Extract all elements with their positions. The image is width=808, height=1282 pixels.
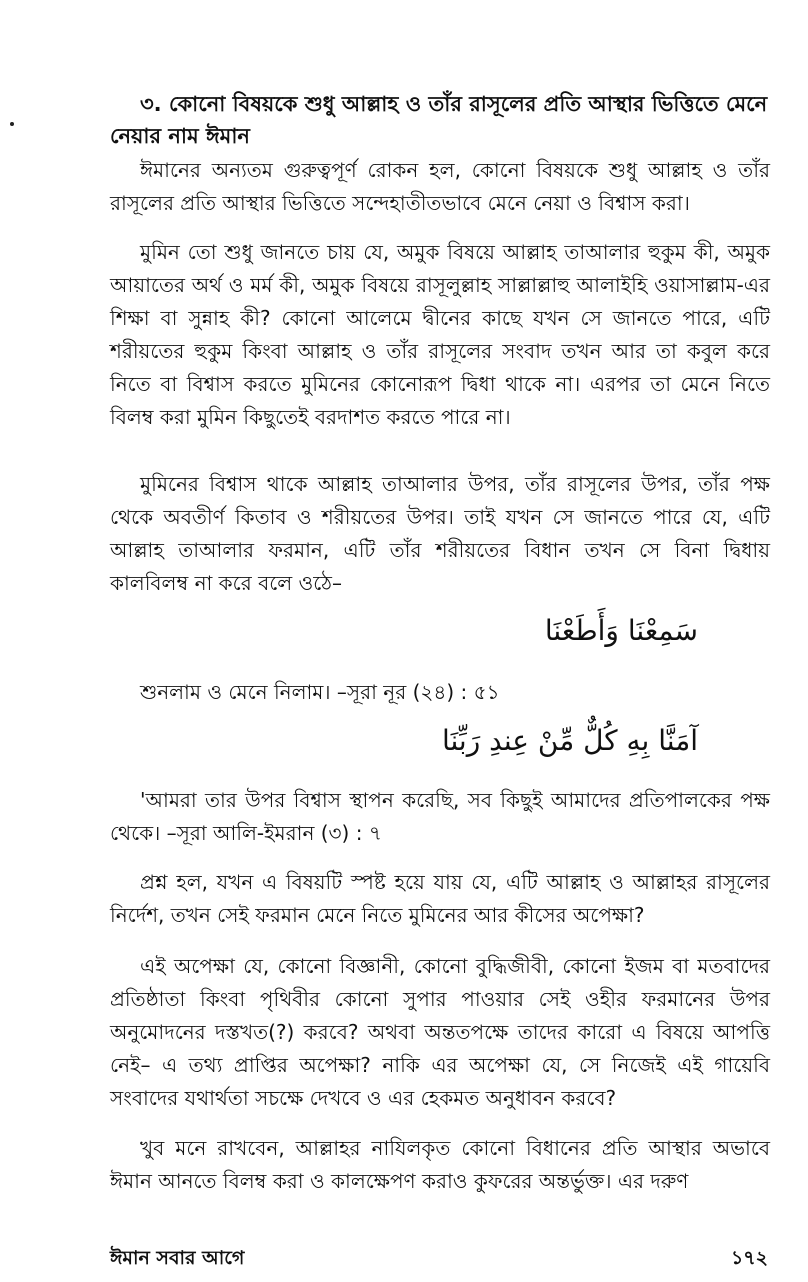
arabic-verse-2: آمَنَّا بِهِ كُلٌّ مِّنْ عِندِ رَبِّنَا <box>441 724 698 757</box>
margin-mark <box>10 122 14 126</box>
section-heading-text: কোনো বিষয়কে শুধু আল্লাহ ও তাঁর রাসূলের প্রতি আস্থার ভিত্তিতে মেনে নেয়ার নাম ঈমান <box>110 92 768 148</box>
paragraph-4: 'আমরা তার উপর বিশ্বাস স্থাপন করেছি, সব কিছুই আমাদের প্রতিপালকের পক্ষ থেকে। –সূরা আলি-ইমরান (৩) : ৭ <box>110 788 770 845</box>
footer-book-title: ঈমান সবার আগে <box>110 1247 245 1269</box>
section-number: ৩. <box>140 92 162 116</box>
paragraph-5: প্রশ্ন হল, যখন এ বিষয়টি স্পষ্ট হয়ে যায় যে, এটি আল্লাহ ও আল্লাহর রাসূলের নির্দেশ, তখন সেই ফরমান মেনে নিতে মুমিনের আর কীসের অপেক্ষা? <box>110 870 770 927</box>
section-heading <box>110 88 770 152</box>
paragraph-7: খুব মনে রাখবেন, আল্লাহর নাযিলকৃত কোনো বিধানের প্রতি আস্থার অভাবে ঈমান আনতে বিলম্ব করা ও কালক্ষেপণ করাও কুফরের অন্তর্ভুক্ত। এর দরুণ <box>110 1136 770 1193</box>
paragraph-3: মুমিনের বিশ্বাস থাকে আল্লাহ তাআলার উপর, তাঁর রাসূলের উপর, তাঁর পক্ষ থেকে অবতীর্ণ কিতাব ও শরীয়তের উপর। তাই যখন সে জানতে পারে যে, এটি আল্লাহ তাআলার ফরমান, এটি তাঁর শরীয়তের বিধান তখন সে বিনা দ্বিধায় কালবিলম্ব না করে বলে ওঠে– <box>110 472 770 595</box>
paragraph-6: এই অপেক্ষা যে, কোনো বিজ্ঞানী, কোনো বুদ্ধিজীবী, কোনো ইজম বা মতবাদের প্রতিষ্ঠাতা কিংবা পৃথিবীর কোনো সুপার পাওয়ার সেই ওহীর ফরমানের উপর অনুমোদনের দস্তখত(?) করবে? অথবা অন্ততপক্ষে তাদের কারো এ বিষয়ে আপত্তি নেই– এ তথ্য প্রাপ্তির অপেক্ষা? নাকি এর অপেক্ষা যে, সে নিজেই এই গায়েবি সংবাদের যথার্থতা সচক্ষে দেখবে ও এর হেকমত অনুধাবন করবে? <box>110 954 770 1110</box>
paragraph-1: ঈমানের অন্যতম গুরুত্বপূর্ণ রোকন হল, কোনো বিষয়কে শুধু আল্লাহ ও তাঁর রাসূলের প্রতি আস্থার ভিত্তিতে সন্দেহাতীতভাবে মেনে নেয়া ও বিশ্বাস করা। <box>110 158 770 215</box>
footer-page-number: ১৭২ <box>730 1247 768 1269</box>
arabic-verse-1: سَمِعْنَا وَأَطَعْنَا <box>544 614 698 647</box>
paragraph-2: মুমিন তো শুধু জানতে চায় যে, অমুক বিষয়ে আল্লাহ তাআলার হুকুম কী, অমুক আয়াতের অর্থ ও মর্ম কী, অমুক বিষয়ে রাসূলুল্লাহ সাল্লাল্লাহু আলাইহি ওয়াসাল্লাম-এর শিক্ষা বা সুন্নাহ কী? কোনো আলেমে দ্বীনের কাছে যখন সে জানতে পারে, এটি শরীয়তের হুকুম কিংবা আল্লাহ ও তাঁর রাসূলের সংবাদ তখন আর তা কবুল করে নিতে বা বিশ্বাস করতে মুমিনের কোনোরূপ দ্বিধা থাকে না। এরপর তা মেনে নিতে বিলম্ব করা মুমিন কিছুতেই বরদাশত করতে পারে না। <box>110 240 770 429</box>
verse-1-translation: শুনলাম ও মেনে নিলাম। –সূরা নূর (২৪) : ৫১ <box>140 680 500 704</box>
